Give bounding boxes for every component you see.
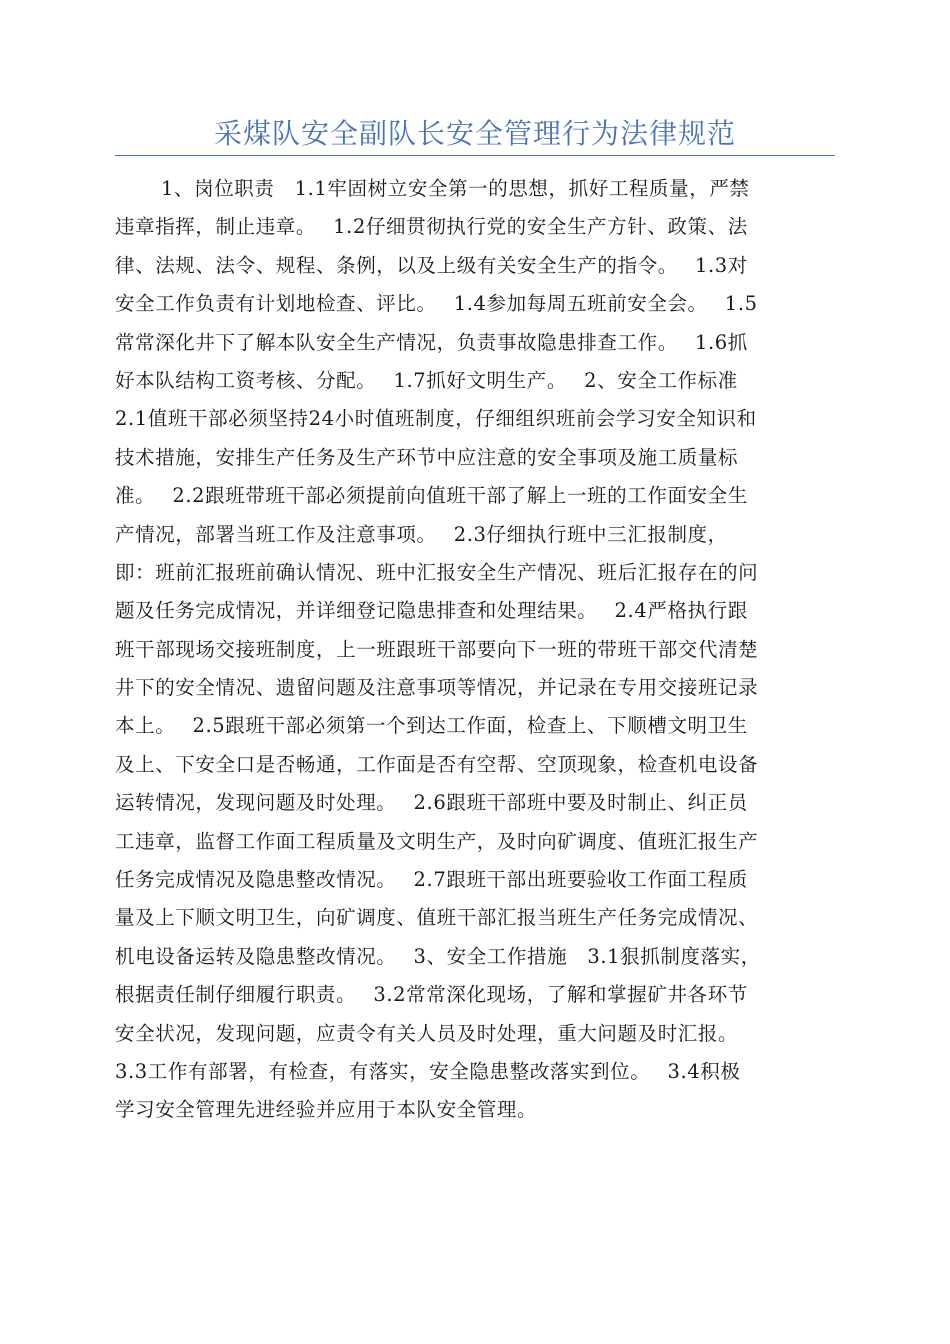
body-line: 技术措施，安排生产任务及生产环节中应注意的安全事项及施工质量标 (115, 445, 739, 469)
title-underline (115, 155, 835, 156)
body-line: 好本队结构工资考核、分配。 1.7抓好文明生产。 2、安全工作标准 (115, 368, 738, 392)
body-line: 安全工作负责有计划地检查、评比。 1.4参加每周五班前安全会。 1.5 (115, 292, 758, 316)
body-line: 2.1值班干部必须坚持24小时值班制度，仔细组织班前会学习安全知识和 (115, 407, 757, 431)
body-line: 根据责任制仔细履行职责。 3.2常常深化现场，了解和掌握矿井各环节 (115, 983, 748, 1007)
body-line: 即：班前汇报班前确认情况、班中汇报安全生产情况、班后汇报存在的问 (115, 560, 759, 584)
body-line: 井下的安全情况、遗留问题及注意事项等情况，并记录在专用交接班记录 (115, 676, 759, 700)
body-line: 学习安全管理先进经验并应用于本队安全管理。 (115, 1098, 538, 1122)
body-line: 机电设备运转及隐患整改情况。 3、安全工作措施 3.1狠抓制度落实， (115, 944, 761, 968)
body-line: 3.3工作有部署，有检查，有落实，安全隐患整改落实到位。 3.4积极 (115, 1059, 741, 1083)
body-line: 1、岗位职责 1.1牢固树立安全第一的思想，抓好工程质量，严禁 (161, 177, 750, 200)
body-line: 运转情况，发现问题及时处理。 2.6跟班干部班中要及时制止、纠正员 (115, 791, 748, 815)
body-line: 量及上下顺文明卫生，向矿调度、值班干部汇报当班生产任务完成情况、 (115, 906, 759, 930)
body-line: 任务完成情况及隐患整改情况。 2.7跟班干部出班要验收工作面工程质 (115, 868, 748, 892)
document-title: 采煤队安全副队长安全管理行为法律规范 (213, 117, 736, 150)
body-line: 违章指挥，制止违章。 1.2仔细贯彻执行党的安全生产方针、政策、法 (115, 215, 748, 239)
body-line: 题及任务完成情况，并详细登记隐患排查和处理结果。 2.4严格执行跟 (115, 599, 748, 623)
body-line: 律、法规、法令、规程、条例，以及上级有关安全生产的指令。 1.3对 (115, 253, 748, 277)
body-line: 班干部现场交接班制度，上一班跟班干部要向下一班的带班干部交代清楚 (115, 637, 759, 661)
body-line: 工违章，监督工作面工程质量及文明生产，及时向矿调度、值班汇报生产 (115, 829, 759, 853)
body-line: 产情况，部署当班工作及注意事项。 2.3仔细执行班中三汇报制度， (115, 522, 728, 546)
body-line: 本上。 2.5跟班干部必须第一个到达工作面，检查上、下顺槽文明卫生 (115, 714, 748, 738)
body-line: 安全状况，发现问题，应责令有关人员及时处理，重大问题及时汇报。 (115, 1021, 739, 1045)
body-line: 常常深化井下了解本队安全生产情况，负责事故隐患排查工作。 1.6抓 (115, 330, 748, 354)
body-line: 及上、下安全口是否畅通，工作面是否有空帮、空顶现象，检查机电设备 (115, 752, 759, 776)
body-line: 准。 2.2跟班带班干部必须提前向值班干部了解上一班的工作面安全生 (115, 484, 748, 508)
document-body (115, 170, 835, 1130)
